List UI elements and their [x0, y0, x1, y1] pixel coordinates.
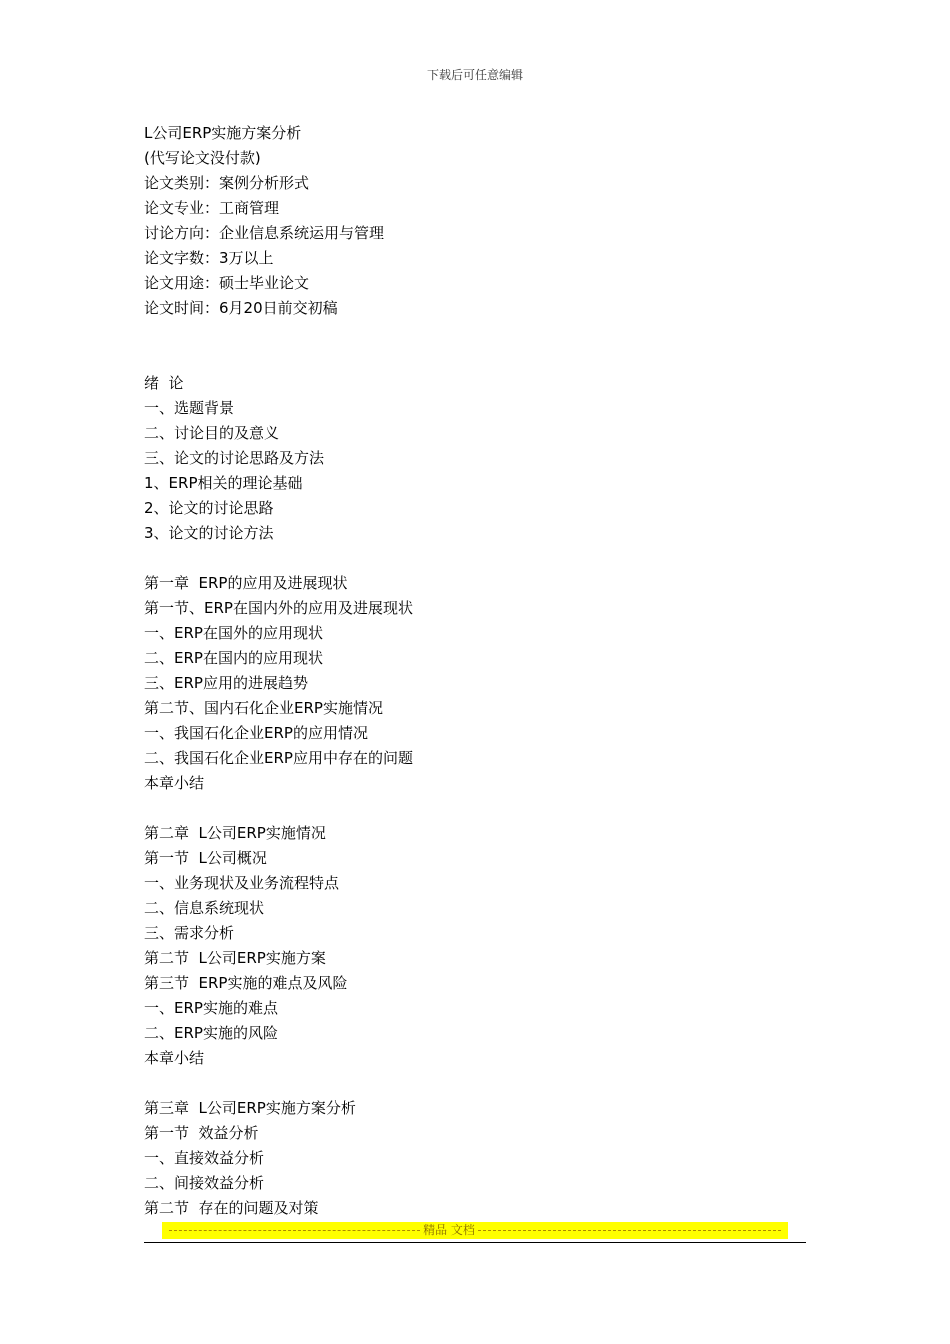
text-line: 本章小结 — [144, 774, 205, 792]
text-line: 三、ERP应用的进展趋势 — [144, 674, 308, 692]
footer-dash-right — [478, 1222, 781, 1231]
blank-line — [144, 346, 804, 371]
footer-dash-left — [169, 1222, 420, 1231]
text-line: 论文用途：硕士毕业论文 — [144, 274, 310, 292]
text-line: 论文类别：案例分析形式 — [144, 174, 310, 192]
text-line: 3、论文的讨论方法 — [144, 524, 274, 542]
text-line: L公司ERP实施方案分析 — [144, 124, 302, 142]
blank-line — [144, 546, 804, 571]
text-line: 2、论文的讨论思路 — [144, 499, 274, 517]
text-line: 二、ERP实施的风险 — [144, 1024, 278, 1042]
text-line: 第三章 L公司ERP实施方案分析 — [144, 1099, 356, 1117]
blank-line — [144, 796, 804, 821]
text-line: 论文专业：工商管理 — [144, 199, 280, 217]
page-header: 下载后可任意编辑 — [426, 68, 523, 82]
text-line: 一、ERP实施的难点 — [144, 999, 278, 1017]
text-line: 讨论方向：企业信息系统运用与管理 — [144, 224, 385, 242]
text-line: 一、业务现状及业务流程特点 — [144, 874, 340, 892]
text-line: 一、选题背景 — [144, 399, 235, 417]
text-line: 1、ERP相关的理论基础 — [144, 474, 303, 492]
blank-line — [144, 1071, 804, 1096]
text-line: 绪 论 — [144, 374, 184, 392]
text-line: 第二节、国内石化企业ERP实施情况 — [144, 699, 383, 717]
text-line: 三、需求分析 — [144, 924, 235, 942]
text-line: 第一章 ERP的应用及进展现状 — [144, 574, 348, 592]
text-line: 第一节 效益分析 — [144, 1124, 259, 1142]
text-line: 二、ERP在国内的应用现状 — [144, 649, 323, 667]
text-line: 第二节 L公司ERP实施方案 — [144, 949, 326, 967]
text-line: 一、我国石化企业ERP的应用情况 — [144, 724, 368, 742]
text-line: 二、讨论目的及意义 — [144, 424, 280, 442]
text-line: 论文字数：3万以上 — [144, 249, 274, 267]
text-line: 三、论文的讨论思路及方法 — [144, 449, 325, 467]
text-line: 二、信息系统现状 — [144, 899, 265, 917]
footer-highlight-band — [162, 1222, 788, 1239]
text-line: 第一节、ERP在国内外的应用及进展现状 — [144, 599, 413, 617]
text-line: 论文时间：6月20日前交初稿 — [144, 299, 338, 317]
text-line: 第三节 ERP实施的难点及风险 — [144, 974, 348, 992]
text-line: 二、我国石化企业ERP应用中存在的问题 — [144, 749, 413, 767]
text-line: 第一节 L公司概况 — [144, 849, 267, 867]
text-line: 二、间接效益分析 — [144, 1174, 265, 1192]
text-line: 一、直接效益分析 — [144, 1149, 265, 1167]
text-line: 第二章 L公司ERP实施情况 — [144, 824, 326, 842]
footer-text: 精品 文档 — [423, 1223, 475, 1237]
bottom-rule — [144, 1242, 806, 1243]
blank-line — [144, 321, 804, 346]
text-line: (代写论文没付款) — [144, 149, 261, 167]
text-line: 第二节 存在的问题及对策 — [144, 1199, 319, 1217]
document-body — [144, 121, 804, 1221]
text-line: 本章小结 — [144, 1049, 205, 1067]
text-line: 一、ERP在国外的应用现状 — [144, 624, 323, 642]
